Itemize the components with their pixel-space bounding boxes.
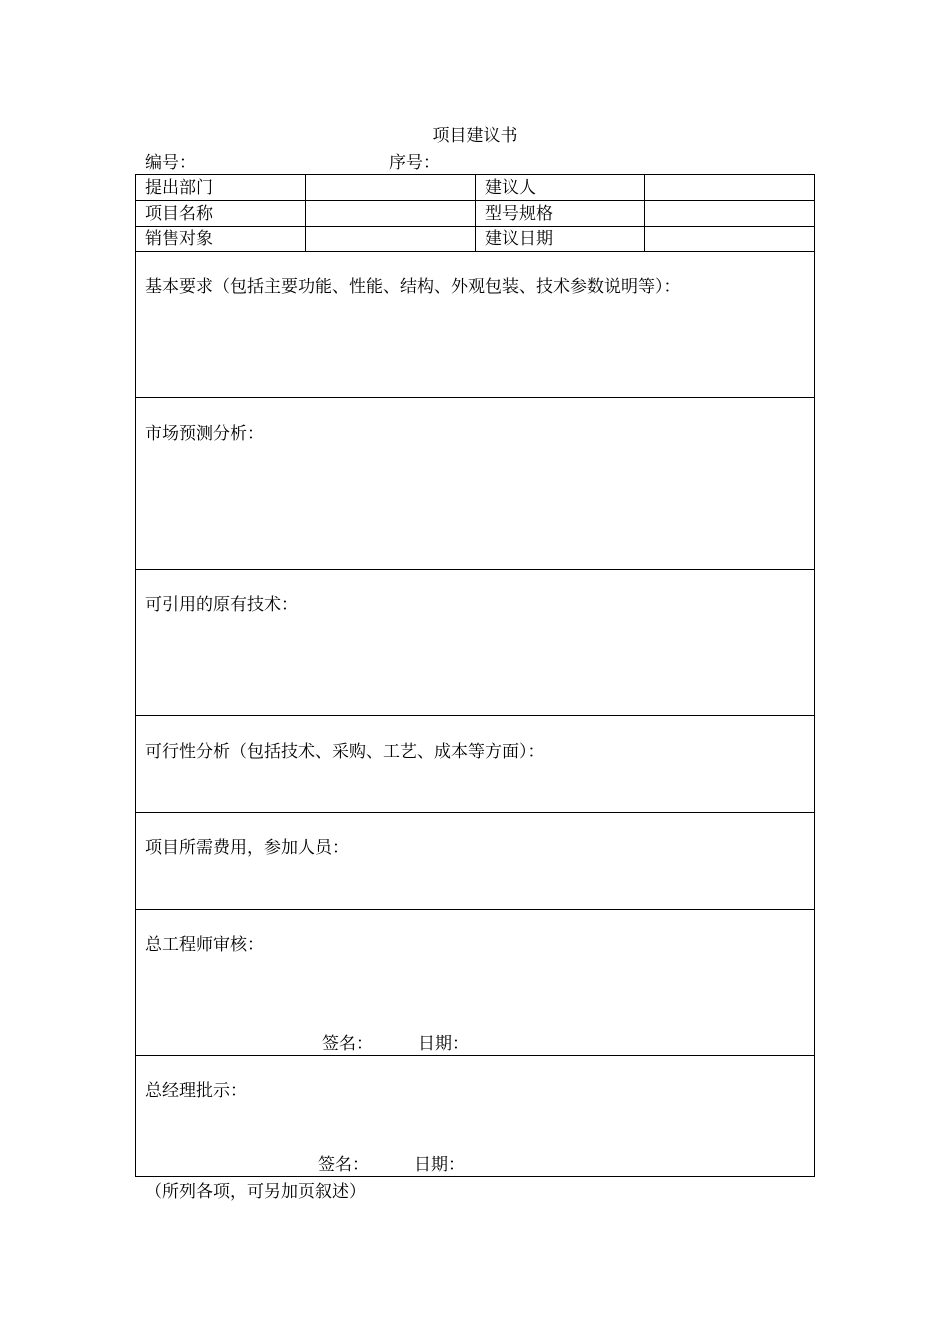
section-divider bbox=[136, 569, 814, 570]
section-divider bbox=[136, 715, 814, 716]
chief-engineer-sign-label: 签名： bbox=[322, 1034, 373, 1054]
section-general-manager: 总经理批示： bbox=[145, 1081, 247, 1101]
column-divider bbox=[475, 175, 476, 252]
proposal-form bbox=[135, 174, 815, 1177]
serial-label: 序号： bbox=[389, 153, 440, 173]
section-chief-engineer: 总工程师审核： bbox=[145, 935, 264, 955]
section-divider bbox=[136, 812, 814, 813]
column-divider bbox=[644, 175, 645, 252]
section-basic-requirements: 基本要求（包括主要功能、性能、结构、外观包装、技术参数说明等）： bbox=[145, 277, 681, 297]
section-market-forecast: 市场预测分析： bbox=[145, 424, 264, 444]
section-divider bbox=[136, 909, 814, 910]
label-proposer: 建议人 bbox=[485, 178, 536, 198]
label-department: 提出部门 bbox=[145, 178, 213, 198]
section-feasibility: 可行性分析（包括技术、采购、工艺、成本等方面）： bbox=[145, 742, 545, 762]
general-manager-date-label: 日期： bbox=[414, 1155, 465, 1175]
label-sales-target: 销售对象 bbox=[145, 229, 213, 249]
footnote: （所列各项，可另加页叙述） bbox=[145, 1182, 366, 1202]
section-divider bbox=[136, 1055, 814, 1056]
document-title: 项目建议书 bbox=[432, 126, 518, 146]
general-manager-sign-label: 签名： bbox=[318, 1155, 369, 1175]
section-existing-tech: 可引用的原有技术： bbox=[145, 595, 298, 615]
label-model-spec: 型号规格 bbox=[485, 204, 553, 224]
column-divider bbox=[305, 175, 306, 252]
code-label: 编号： bbox=[145, 153, 196, 173]
section-cost-personnel: 项目所需费用，参加人员： bbox=[145, 838, 349, 858]
label-project-name: 项目名称 bbox=[145, 204, 213, 224]
label-proposal-date: 建议日期 bbox=[485, 229, 553, 249]
section-divider bbox=[136, 397, 814, 398]
chief-engineer-date-label: 日期： bbox=[418, 1034, 469, 1054]
